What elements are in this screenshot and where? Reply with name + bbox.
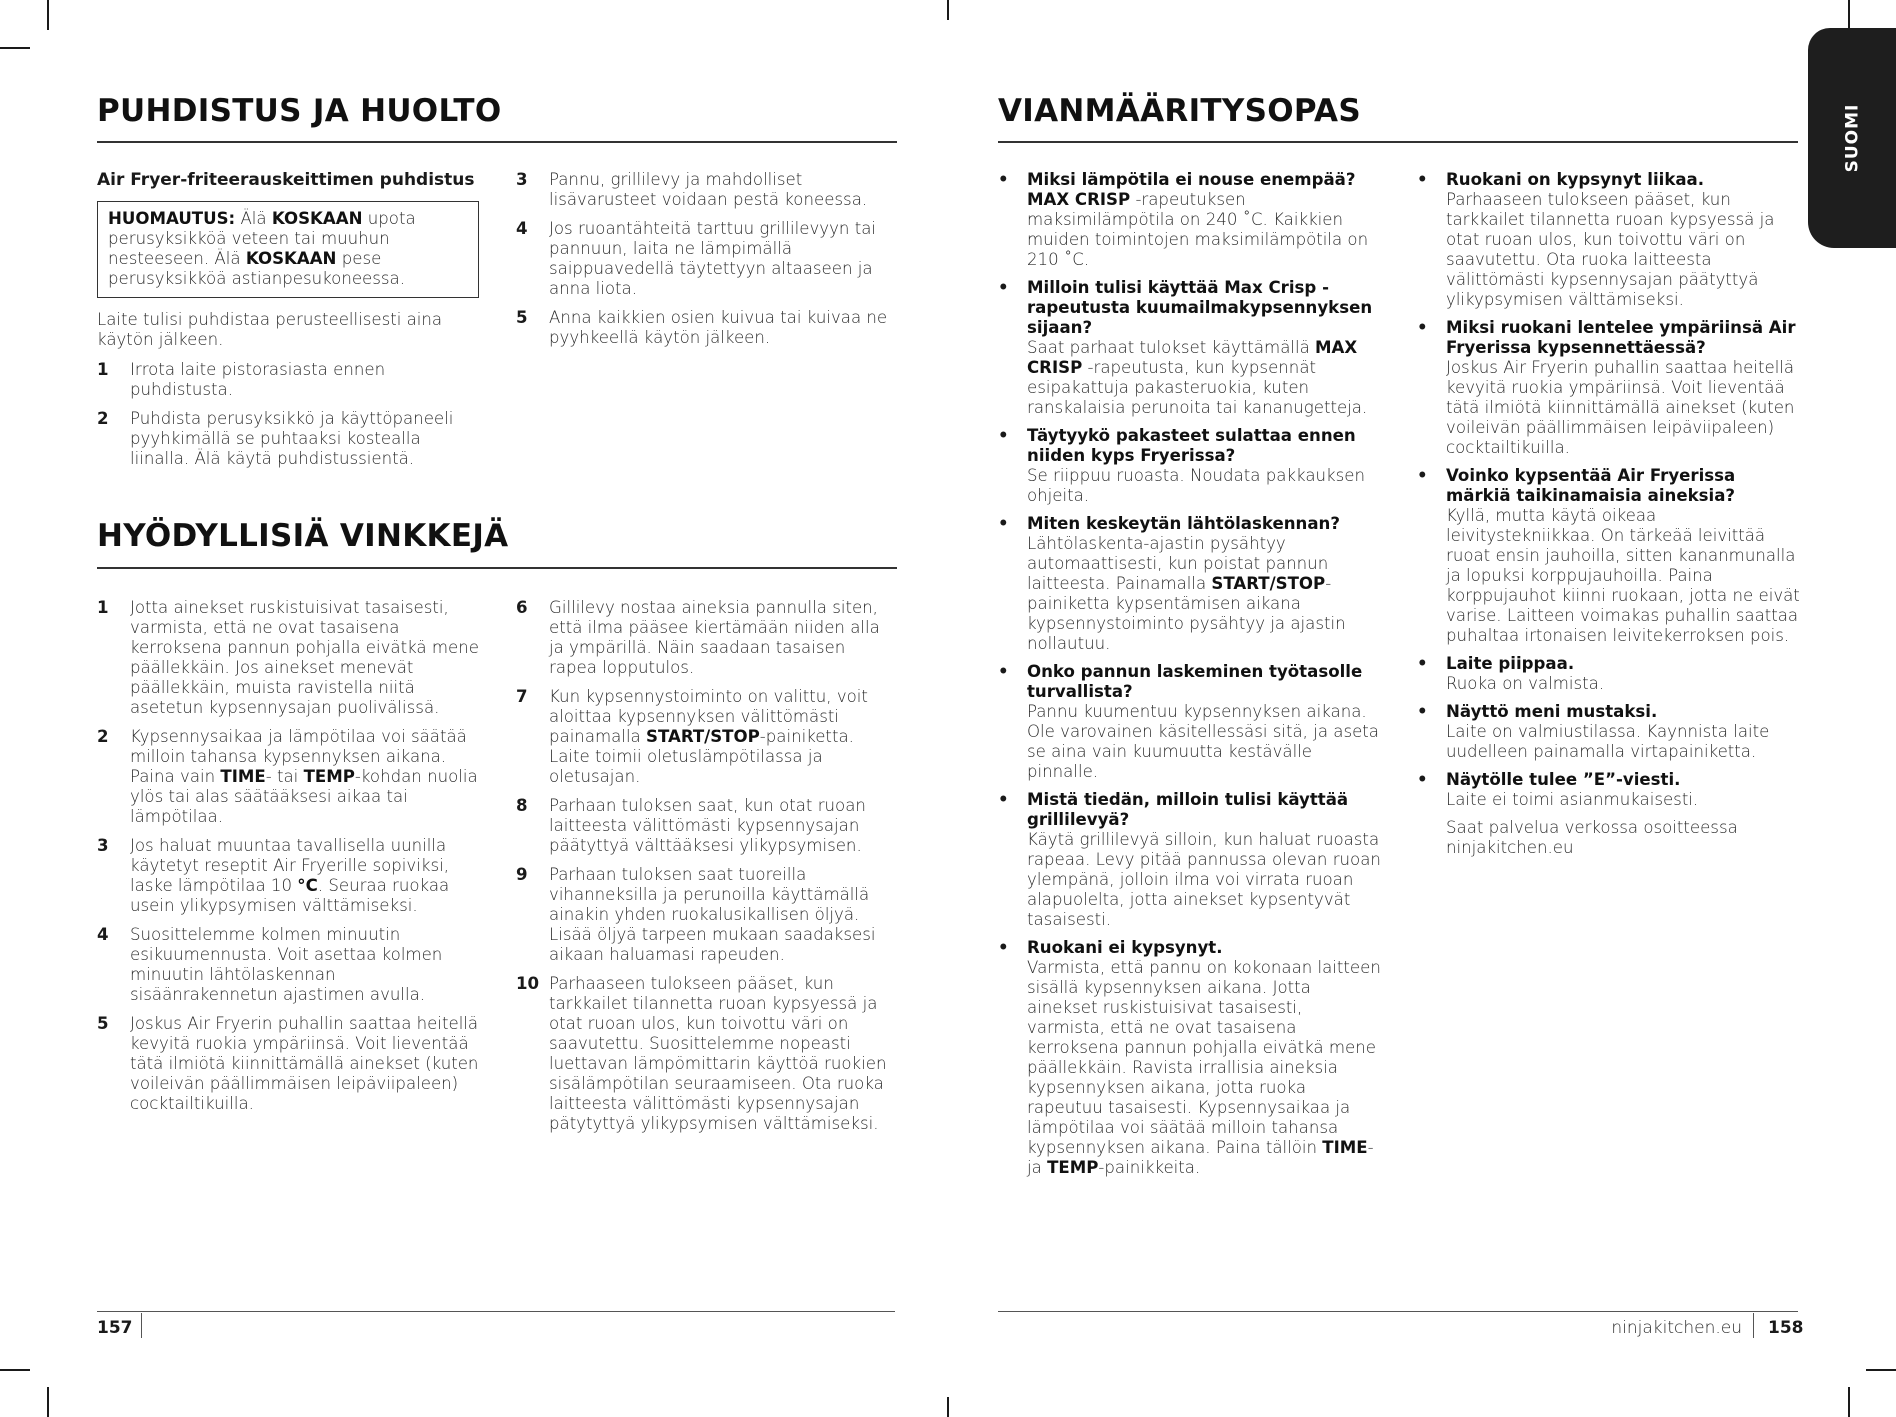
question: Miksi lämpötila ei nouse enempää?: [1027, 170, 1356, 189]
tip-number: 8: [516, 796, 528, 815]
list-item: [998, 514, 1383, 654]
bullet: •: [1417, 654, 1428, 673]
cleaning-intro: Laite tulisi puhdistaa perusteellisesti aina käytön jälkeen.: [97, 310, 443, 349]
answer: -painiketta kypsentämisen aikana kypsennystoiminto pysähtyy ja ajastin nollautuu.: [1027, 574, 1346, 653]
tips-col-2: [516, 598, 896, 1143]
answer-keyword: MAX CRISP: [1027, 338, 1358, 377]
troubleshooting-col-2: [1417, 170, 1802, 858]
tip-number: 3: [97, 836, 109, 855]
tip-keyword: TEMP: [303, 767, 355, 786]
answer-keyword: TIME: [1322, 1138, 1368, 1157]
step-number: 2: [97, 409, 109, 428]
answer: Varmista, että pannu on kokonaan laitteen sisällä kypsennyksen aikana. Jotta ainekset ruskistuisivat tasaisesti, varmista, että ne ovat tasaisena kerroksena pannun pohjalla eivätkä mene päällekkäin. Ravista irrallisia aineksia kypsennyksen aikana, jotta ruoka rapeutuu tasaisesti. Kypsennysaikaa ja lämpötilaa voi säätää milloin tahansa kypsennyksen aikana. Paina tällöin: [1027, 958, 1381, 1157]
list-item: [516, 219, 892, 299]
list-item: [97, 1014, 483, 1114]
list-item: [1417, 770, 1802, 810]
list-item: [97, 598, 483, 718]
answer: -rapeutusta, kun kypsennät esipakattuja pakasteruokia, kuten ranskalaisia perunoita tai kananugetteja.: [1027, 358, 1368, 417]
crop-mark: [947, 1397, 949, 1417]
footer-website: ninjakitchen.eu: [1611, 1318, 1742, 1338]
step-text: Jos ruoantähteitä tarttuu grillilevyyn tai pannuun, laita ne lämpimällä saippuavedellä täytettyyn altaaseen ja anna liota.: [549, 219, 877, 298]
list-item: [998, 278, 1383, 418]
tip-number: 10: [516, 974, 540, 993]
list-item: [998, 938, 1383, 1178]
step-number: 4: [516, 219, 528, 238]
cleaning-col-1: [97, 170, 479, 478]
cleaning-subtitle: Air Fryer-friteerauskeittimen puhdistus: [97, 170, 475, 190]
tip-text: . Seuraa ruokaa usein ylikypsymisen välttämiseksi.: [130, 876, 450, 915]
answer: Laite ei toimi asianmukaisesti.: [1446, 790, 1699, 809]
list-item: [97, 727, 483, 827]
list-item: [1417, 170, 1802, 310]
step-number: 3: [516, 170, 528, 189]
note-keyword: KOSKAAN: [245, 249, 337, 268]
step-text: Irrota laite pistorasiasta ennen puhdistusta.: [130, 360, 386, 399]
question: Näytölle tulee ”E”-viesti.: [1446, 770, 1681, 789]
crop-mark: [1848, 1387, 1850, 1417]
list-item: [998, 790, 1383, 930]
tip-text: -painiketta. Laite toimii oletuslämpötilassa ja oletusajan.: [549, 727, 854, 786]
page-number-left: 157: [97, 1318, 133, 1338]
list-item: [516, 308, 892, 348]
question: Täytyykö pakasteet sulattaa ennen niiden kyps Fryerissa?: [1027, 426, 1356, 465]
note-text: upota perusyksikköä veteen tai muuhun nesteeseen. Älä: [108, 209, 416, 268]
footer-rule: [998, 1311, 1798, 1312]
list-item: [1417, 466, 1802, 646]
bullet: •: [998, 938, 1009, 957]
answer: Se riippuu ruoasta. Noudata pakkauksen ohjeita.: [1027, 466, 1365, 505]
tip-text: Suosittelemme kolmen minuutin esikuumennusta. Voit asettaa kolmen minuutin lähtölaskennan sisäänrakennetun ajastimen avulla.: [130, 925, 443, 1004]
list-item: [516, 598, 896, 678]
note-text: pese perusyksikköä astianpesukoneessa.: [108, 249, 405, 288]
list-item: [97, 925, 483, 1005]
tip-number: 1: [97, 598, 109, 617]
tip-keyword: TIME: [220, 767, 266, 786]
service-note: Saat palvelua verkossa osoitteessa ninjakitchen.eu: [1446, 818, 1738, 857]
bullet: •: [1417, 170, 1428, 189]
step-number: 5: [516, 308, 528, 327]
cleaning-steps: [97, 360, 479, 469]
bullet: •: [1417, 466, 1428, 485]
list-item: [998, 426, 1383, 506]
list-item: [998, 662, 1383, 782]
answer-keyword: MAX CRISP: [1027, 190, 1131, 209]
cleaning-col-2: [516, 170, 892, 357]
answer: Ruoka on valmista.: [1446, 674, 1605, 693]
answer: -painikkeita.: [1098, 1158, 1201, 1177]
list-item: [1417, 654, 1802, 694]
cleaning-heading: PUHDISTUS JA HUOLTO: [97, 93, 502, 129]
question: Miksi ruokani lentelee ympäriinsä Air Fryerissa kypsennettäessä?: [1446, 318, 1796, 357]
list-item: [1417, 318, 1802, 458]
list-item: [1417, 702, 1802, 762]
footer-divider: [141, 1313, 142, 1338]
note-box: [97, 201, 479, 298]
crop-mark: [0, 47, 30, 49]
tip-number: 9: [516, 865, 528, 884]
tip-text: Jos haluat muuntaa tavallisella uunilla käytetyt reseptit Air Fryerille sopiviksi, laske lämpötilaa 10: [130, 836, 449, 895]
bullet: •: [998, 514, 1009, 533]
answer: Joskus Air Fryerin puhallin saattaa heitellä kevyitä ruokia ympäriinsä. Voit lieventää tätä ilmiötä kiinnittämällä ainekset (kuten voileivän päällimmäisen leipäviipaleen) cocktailtikuilla.: [1446, 358, 1795, 457]
footer-divider: [1753, 1313, 1754, 1338]
crop-mark: [947, 0, 949, 20]
answer: -rapeutuksen maksimilämpötila on 240 ˚C. Kaikkien muiden toimintojen maksimilämpötila on 210 ˚C.: [1027, 190, 1369, 269]
question: Voinko kypsentää Air Fryerissa märkiä taikinamaisia aineksia?: [1446, 466, 1736, 505]
list-item: [516, 687, 896, 787]
list-item: [97, 409, 479, 469]
list-item: [516, 796, 896, 856]
tip-number: 7: [516, 687, 528, 706]
answer: Pannu kuumentuu kypsennyksen aikana. Ole varovainen käsitellessäsi sitä, ja aseta se aina vain kuumuutta kestävälle pinnalle.: [1027, 702, 1379, 781]
tip-text: Joskus Air Fryerin puhallin saattaa heitellä kevyitä ruokia ympäriinsä. Voit lieventää tätä ilmiötä kiinnittämällä ainekset (kuten voileivän päällimmäisen leipäviipaleen) cocktailtikuilla.: [130, 1014, 479, 1113]
crop-mark: [1866, 1369, 1896, 1371]
answer-keyword: TEMP: [1047, 1158, 1099, 1177]
answer: Saat parhaat tulokset käyttämällä: [1027, 338, 1316, 357]
language-tab-label: SUOMI: [1842, 103, 1862, 173]
bullet: •: [1417, 318, 1428, 337]
answer: Lähtölaskenta-ajastin pysähtyy automaattisesti, kun poistat pannun laitteesta. Painamalla: [1027, 534, 1329, 593]
tip-text: Jotta ainekset ruskistuisivat tasaisesti, varmista, että ne ovat tasaisena kerroksena pannun pohjalla eivätkä mene päällekkäin. Jos ainekset menevät päällekkäin, muista ravistella niitä asetetun kypsennysajan puolivälissä.: [130, 598, 479, 717]
step-text: Puhdista perusyksikkö ja käyttöpaneeli pyyhkimällä se puhtaaksi kostealla liinalla. Älä käytä puhdistussientä.: [130, 409, 454, 468]
tip-text: Kun kypsennystoiminto on valittu, voit aloittaa kypsennyksen välittömästi painamalla: [549, 687, 868, 746]
troubleshooting-heading: VIANMÄÄRITYSOPAS: [998, 93, 1361, 129]
tip-number: 4: [97, 925, 109, 944]
step-number: 1: [97, 360, 109, 379]
tip-text: Kypsennysaikaa ja lämpötilaa voi säätää milloin tahansa kypsennyksen aikana. Paina vain: [130, 727, 467, 786]
answer: Kyllä, mutta käytä oikeaa leivitystekniikkaa. On tärkeää leivittää ruoat ensin jauhoilla, sitten kananmunalla ja lopuksi korppujauhoilla. Paina korppujauhot kiinni ruokaan, jotta ne eivät varise. Laitteen voimakas puhallin saattaa puhaltaa irtonaisen leivitekerroksen pois.: [1446, 506, 1800, 645]
question: Onko pannun laskeminen työtasolle turvallista?: [1027, 662, 1363, 701]
question: Milloin tulisi käyttää Max Crisp -rapeutusta kuumailmakypsennyksen sijaan?: [1027, 278, 1373, 337]
crop-mark: [1848, 0, 1850, 30]
answer: Laite on valmiustilassa. Kaynnista laite uudelleen painamalla virtapainiketta.: [1446, 722, 1770, 761]
answer-keyword: START/STOP: [1211, 574, 1326, 593]
tip-text: Gillilevy nostaa aineksia pannulla siten, että ilma pääsee kiertämään niiden alla ja ympärillä. Näin saadaan tasaisen rapea lopputulos.: [549, 598, 880, 677]
list-item: [516, 974, 896, 1134]
tip-number: 2: [97, 727, 109, 746]
answer: - ja: [1027, 1138, 1374, 1177]
list-item: [998, 170, 1383, 270]
answer: Käytä grillilevyä silloin, kun haluat ruoasta rapeaa. Levy pitää pannussa olevan ruoan ylempänä, jolloin ilma voi virrata ruoan alapuolelta, jotta ainekset kypsentyvät tasaisesti.: [1027, 830, 1381, 929]
tip-text: Parhaan tuloksen saat tuoreilla vihanneksilla ja perunoilla käyttämällä ainakin yhden ruokalusikallisen öljyä. Lisää öljyä tarpeen mukaan saadaksesi aikaan haluamasi rapeuden.: [549, 865, 876, 964]
list-item: [516, 170, 892, 210]
heading-rule: [97, 567, 897, 569]
heading-rule: [97, 141, 897, 143]
tips-col-1: [97, 598, 483, 1123]
bullet: •: [998, 790, 1009, 809]
bullet: •: [998, 278, 1009, 297]
question: Näyttö meni mustaksi.: [1446, 702, 1658, 721]
bullet: •: [1417, 702, 1428, 721]
list-item: [516, 865, 896, 965]
tip-text: Parhaan tuloksen saat, kun otat ruoan laitteesta välittömästi kypsennysajan päätyttyä välttääksesi ylikypsymisen.: [549, 796, 866, 855]
step-text: Pannu, grillilevy ja mahdolliset lisävarusteet voidaan pestä koneessa.: [549, 170, 868, 209]
tip-text: - tai: [265, 767, 304, 786]
tip-text: -kohdan nuolia ylös tai alas säätääksesi aikaa tai lämpötilaa.: [130, 767, 478, 826]
list-item: [97, 360, 479, 400]
troubleshooting-col-1: [998, 170, 1383, 1186]
bullet: •: [998, 170, 1009, 189]
footer-rule: [97, 1311, 895, 1312]
tips-heading: HYÖDYLLISIÄ VINKKEJÄ: [97, 518, 509, 554]
question: Ruokani ei kypsynyt.: [1027, 938, 1223, 957]
note-text: Älä: [235, 209, 272, 228]
crop-mark: [47, 1387, 49, 1417]
heading-rule: [998, 141, 1798, 143]
tip-keyword: °C: [297, 876, 318, 895]
note-label: HUOMAUTUS:: [108, 209, 236, 228]
question: Mistä tiedän, milloin tulisi käyttää grillilevyä?: [1027, 790, 1349, 829]
question: Ruokani on kypsynyt liikaa.: [1446, 170, 1705, 189]
answer: Parhaaseen tulokseen pääset, kun tarkkailet tilannetta ruoan kypsyessä ja otat ruoan ulos, kun toivottu väri on saavutettu. Ota ruoka laitteesta välittömästi kypsennysajan päätyttyä ylikypsymisen välttämiseksi.: [1446, 190, 1775, 309]
crop-mark: [0, 1369, 30, 1371]
question: Miten keskeytän lähtölaskennan?: [1027, 514, 1340, 533]
bullet: •: [998, 426, 1009, 445]
question: Laite piippaa.: [1446, 654, 1575, 673]
step-text: Anna kaikkien osien kuivua tai kuivaa ne pyyhkeellä käytön jälkeen.: [549, 308, 888, 347]
tip-keyword: START/STOP: [646, 727, 760, 746]
crop-mark: [47, 0, 49, 30]
tip-number: 5: [97, 1014, 109, 1033]
bullet: •: [1417, 770, 1428, 789]
tip-text: Parhaaseen tulokseen pääset, kun tarkkailet tilannetta ruoan kypsyessä ja otat ruoan ulos, kun toivottu väri on saavutettu. Suosittelemme nopeasti luettavan lämpömittarin käyttöä ruokien sisälämpötilan seuraamiseen. Ota ruoka laitteesta välittömästi kypsennysajan pätytyttyä ylikypsymisen välttämiseksi.: [549, 974, 887, 1133]
list-item: [97, 836, 483, 916]
page-number-right: 158: [1768, 1318, 1804, 1338]
note-keyword: KOSKAAN: [271, 209, 363, 228]
bullet: •: [998, 662, 1009, 681]
tip-number: 6: [516, 598, 528, 617]
